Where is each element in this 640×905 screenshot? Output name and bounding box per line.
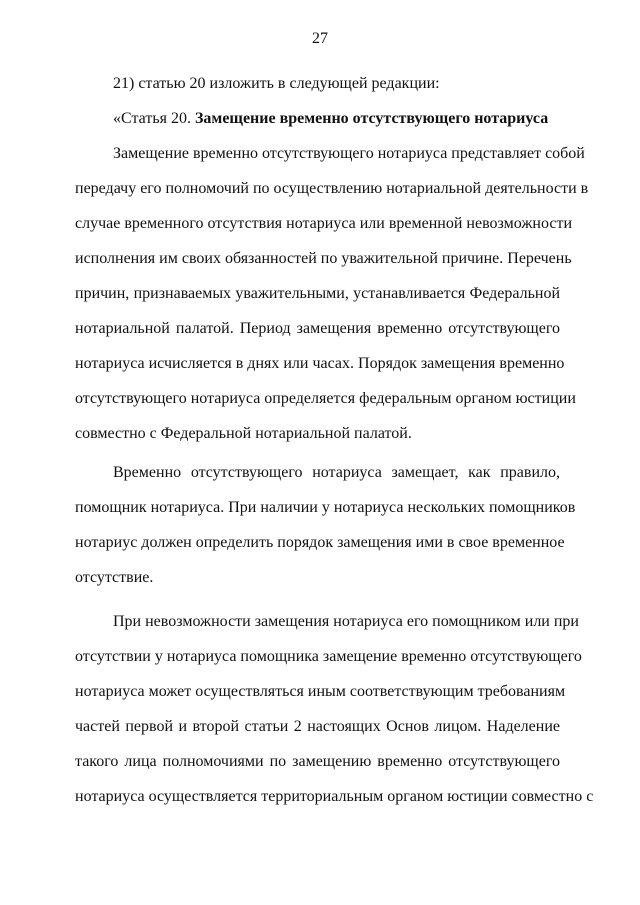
text-line: нотариуса может осуществляться иным соответствующим требованиям: [75, 683, 566, 700]
text-line: При невозможности замещения нотариуса его помощником или при: [113, 613, 579, 630]
text-line: передачу его полномочий по осуществлению нотариальной деятельности в: [75, 180, 589, 197]
text-line: частей первой и второй статьи 2 настоящих Основ лицом. Наделение: [75, 718, 560, 735]
text-line: случае временного отсутствия нотариуса или временной невозможности: [75, 215, 573, 232]
text-line: отсутствующего нотариуса определяется федеральным органом юстиции: [75, 390, 576, 407]
text-line: нотариуса осуществляется территориальным органом юстиции совместно с: [75, 788, 594, 805]
text-line: нотариуса исчисляется в днях или часах. Порядок замещения временно: [75, 355, 565, 372]
text-line: помощник нотариуса. При наличии у нотариуса нескольких помощников: [75, 499, 576, 516]
text-line: нотариус должен определить порядок замещения ими в свое временное: [75, 534, 565, 551]
paragraph-3: [75, 604, 594, 814]
article-heading: [75, 101, 560, 136]
text-line: причин, признаваемых уважительными, устанавливается Федеральной: [75, 285, 560, 302]
article-prefix: «Статья 20.: [113, 110, 195, 127]
text-line: Замещение временно отсутствующего нотариуса представляет собой: [113, 145, 585, 162]
amendment-line: 21) статью 20 изложить в следующей редакции:: [113, 75, 440, 92]
paragraph-2: [75, 455, 576, 595]
article-title: Замещение временно отсутствующего нотариуса: [194, 110, 549, 127]
paragraph-1: [75, 136, 589, 451]
text-line: такого лица полномочиями по замещению временно отсутствующего: [75, 753, 560, 770]
text-line: отсутствие.: [75, 569, 154, 586]
text-line: совместно с Федеральной нотариальной палатой.: [75, 425, 412, 442]
text-line: отсутствии у нотариуса помощника замещение временно отсутствующего: [75, 648, 582, 665]
text-line: нотариальной палатой. Период замещения временно отсутствующего: [75, 320, 560, 337]
text-line: исполнения им своих обязанностей по уважительной причине. Перечень: [75, 250, 572, 267]
page-number: 27: [312, 30, 328, 47]
text-line: Временно отсутствующего нотариуса замещает, как правило,: [113, 464, 560, 481]
document-body: [75, 66, 594, 814]
